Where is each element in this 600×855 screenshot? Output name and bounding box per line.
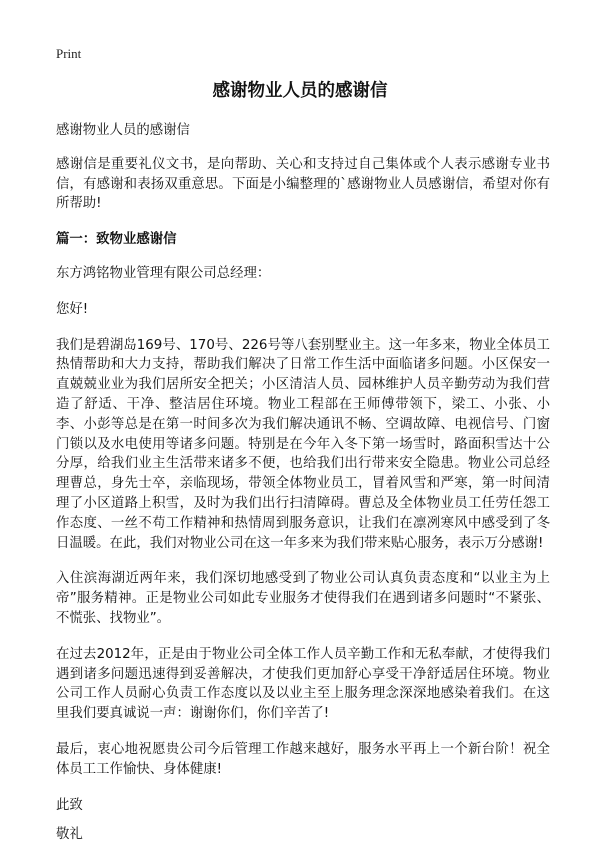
subtitle: 感谢物业人员的感谢信	[56, 123, 190, 138]
page-title: 感谢物业人员的感谢信	[212, 81, 388, 101]
intro-paragraph: 感谢信是重要礼仪文书，是向帮助、关心和支持过自己集体或个人表示感谢专业书信，有感谢和表扬双重意思。下面是小编整理的`感谢物业人员感谢信，希望对你有所帮助!	[56, 156, 550, 212]
body-paragraph: 入住滨海湖近两年来，我们深切地感受到了物业公司认真负责态度和“以业主为上帝”服务精神。正是物业公司如此专业服务才使得我们在遇到诸多问题时“不紧张、不慌张、找物业”。	[56, 571, 550, 626]
section-heading: 篇一：致物业感谢信	[56, 232, 177, 248]
print-link[interactable]: Print	[56, 46, 82, 61]
recipient-line: 东方鸿铭物业管理有限公司总经理：	[56, 265, 271, 281]
closing-regards: 敬礼	[56, 827, 83, 843]
closing-salutation: 此致	[56, 797, 83, 813]
body-paragraph: 我们是碧湖岛169号、170号、226号等八套别墅业主。这一年多来，物业全体员工热情帮助和大力支持，帮助我们解决了日常工作生活中面临诸多问题。小区保安一直兢兢业业为我们居所安全把关；小区清洁人员、园林维护人员辛勤劳动为我们营造了舒适、干净、整洁居住环境。物业工程部在王师傅带领下，梁工、小张、小李、小彭等总是在第一时间多次为我们解决通讯不畅、空调故障、电视信号、门窗门锁以及水电使用等诸多问题。特别是在今年入冬下第一场雪时，路面积雪达十公分厚，给我们业主生活带来诸多不便，也给我们出行带来安全隐患。物业公司总经理曹总，身先士卒，亲临现场，带领全体物业员工，冒着风雪和严寒，第一时间清理了小区道路上积雪，及时为我们出行扫清障碍。曹总及全体物业员工任劳任怨工作态度、一丝不苟工作精神和热情周到服务意识，让我们在凛冽寒风中感受到了冬日温暖。在此，我们对物业公司在这一年多来为我们带来贴心服务，表示万分感谢!	[56, 337, 550, 551]
greeting-line: 您好!	[56, 301, 89, 317]
body-paragraph: 最后，衷心地祝愿贵公司今后管理工作越来越好，服务水平再上一个新台阶！祝全体员工工作愉快、身体健康!	[56, 741, 550, 777]
body-paragraph: 在过去2012年，正是由于物业公司全体工作人员辛勤工作和无私奉献，才使得我们遇到诸多问题迅速得到妥善解决，才使我们更加舒心享受干净舒适居住环境。物业公司工作人员耐心负责工作态度以及以业主至上服务理念深深地感染着我们。在这里我们要真诚说一声：谢谢你们，你们辛苦了!	[56, 646, 550, 722]
letter-content	[56, 121, 550, 855]
